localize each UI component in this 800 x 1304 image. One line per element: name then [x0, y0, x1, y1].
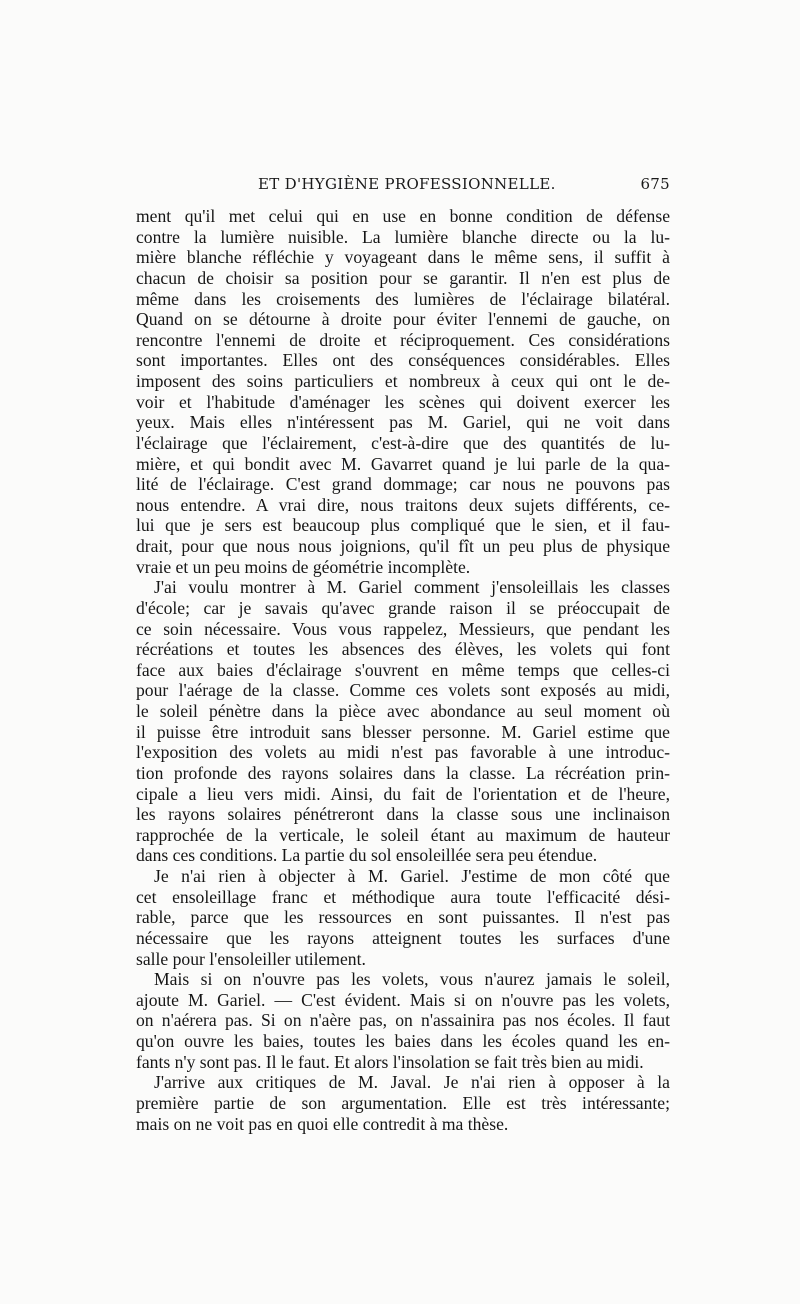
- text-line: l'éclairage que l'éclairement, c'est-à-dire que des quantités de lu-: [136, 432, 670, 453]
- text-line: rapprochée de la verticale, le soleil étant au maximum de hauteur: [136, 824, 670, 845]
- text-line: ce soin nécessaire. Vous vous rappelez, Messieurs, que pendant les: [136, 618, 670, 639]
- text-line: mière, et qui bondit avec M. Gavarret quand je lui parle de la qua-: [136, 453, 670, 474]
- text-line: chacun de choisir sa position pour se garantir. Il n'en est plus de: [136, 267, 670, 288]
- text-line: drait, pour que nous nous joignions, qu'il fît un peu plus de physique: [136, 536, 670, 556]
- text-line: dans ces conditions. La partie du sol ensoleillée sera peu étendue.: [136, 845, 598, 866]
- text-line: voir et l'habitude d'aménager les scènes qui doivent exercer les: [136, 391, 670, 412]
- body-text: [136, 206, 670, 1134]
- text-line: J'ai voulu montrer à M. Gariel comment j'ensoleillais les classes: [154, 577, 670, 598]
- text-line: mais on ne voit pas en quoi elle contredit à ma thèse.: [136, 1113, 509, 1134]
- text-line: le soleil pénètre dans la pièce avec abondance au seul moment où: [136, 701, 670, 721]
- text-line: tion profonde des rayons solaires dans la classe. La récréation prin-: [136, 762, 670, 783]
- paragraph: [136, 577, 670, 866]
- text-line: contre la lumière nuisible. La lumière blanche directe ou la lu-: [136, 226, 670, 247]
- text-line: même dans les croisements des lumières de l'éclairage bilatéral.: [136, 288, 670, 309]
- text-line: ajoute M. Gariel. — C'est évident. Mais si on n'ouvre pas les volets,: [136, 989, 670, 1010]
- text-line: imposent des soins particuliers et nombreux à ceux qui ont le de-: [136, 371, 670, 391]
- text-line: les rayons solaires pénétreront dans la classe sous une inclinaison: [136, 804, 670, 825]
- text-line: mière blanche réfléchie y voyageant dans le même sens, il suffit à: [136, 247, 670, 268]
- paragraph: [136, 969, 670, 1072]
- text-line: lité de l'éclairage. C'est grand dommage; car nous ne pouvons pas: [136, 474, 670, 495]
- text-line: sont importantes. Elles ont des conséquences considérables. Elles: [136, 350, 670, 371]
- text-line: rable, parce que les ressources en sont puissantes. Il n'est pas: [136, 907, 670, 928]
- text-line: d'école; car je savais qu'avec grande raison il se préoccupait de: [136, 597, 670, 618]
- text-line: lui que je sers est beaucoup plus compliqué que le sien, et il fau-: [136, 515, 670, 536]
- text-line: cipale a lieu vers midi. Ainsi, du fait de l'orientation et de l'heure,: [136, 783, 670, 804]
- text-line: on n'aérera pas. Si on n'aère pas, on n'assainira pas nos écoles. Il faut: [136, 1010, 670, 1031]
- text-line: Quand on se détourne à droite pour éviter l'ennemi de gauche, on: [136, 309, 670, 330]
- page-number: 675: [640, 175, 670, 193]
- paragraph: [136, 1072, 670, 1134]
- text-line: fants n'y sont pas. Il le faut. Et alors l'insolation se fait très bien au midi.: [136, 1051, 644, 1072]
- running-title: ET D'HYGIÈNE PROFESSIONNELLE.: [258, 175, 556, 193]
- text-line: rencontre l'ennemi de droite et réciproquement. Ces considérations: [136, 329, 670, 350]
- text-line: face aux baies d'éclairage s'ouvrent en même temps que celles-ci: [136, 659, 670, 680]
- text-line: yeux. Mais elles n'intéressent pas M. Gariel, qui ne voit dans: [136, 412, 670, 433]
- paragraph: [136, 206, 670, 577]
- text-line: cet ensoleillage franc et méthodique aura toute l'efficacité dési-: [136, 886, 670, 907]
- paragraph: [136, 866, 670, 969]
- text-line: Mais si on n'ouvre pas les volets, vous n'aurez jamais le soleil,: [154, 969, 670, 990]
- text-line: nécessaire que les rayons atteignent toutes les surfaces d'une: [136, 927, 670, 948]
- text-line: il puisse être introduit sans blesser personne. M. Gariel estime que: [136, 721, 670, 742]
- text-line: nous entendre. A vrai dire, nous traitons deux sujets différents, ce-: [136, 494, 670, 515]
- text-line: vraie et un peu moins de géométrie incomplète.: [136, 556, 471, 577]
- text-line: l'exposition des volets au midi n'est pas favorable à une introduc-: [136, 742, 670, 763]
- text-line: salle pour l'ensoleiller utilement.: [136, 948, 366, 969]
- text-line: récréations et toutes les absences des élèves, les volets qui font: [136, 639, 670, 660]
- text-line: première partie de son argumentation. Elle est très intéressante;: [136, 1092, 670, 1113]
- text-line: pour l'aérage de la classe. Comme ces volets sont exposés au midi,: [136, 680, 670, 701]
- text-line: qu'on ouvre les baies, toutes les baies dans les écoles quand les en-: [136, 1031, 670, 1051]
- text-line: J'arrive aux critiques de M. Javal. Je n'ai rien à opposer à la: [154, 1072, 670, 1093]
- page-header: [136, 175, 670, 197]
- text-line: ment qu'il met celui qui en use en bonne condition de défense: [136, 206, 670, 226]
- text-line: Je n'ai rien à objecter à M. Gariel. J'estime de mon côté que: [154, 866, 670, 886]
